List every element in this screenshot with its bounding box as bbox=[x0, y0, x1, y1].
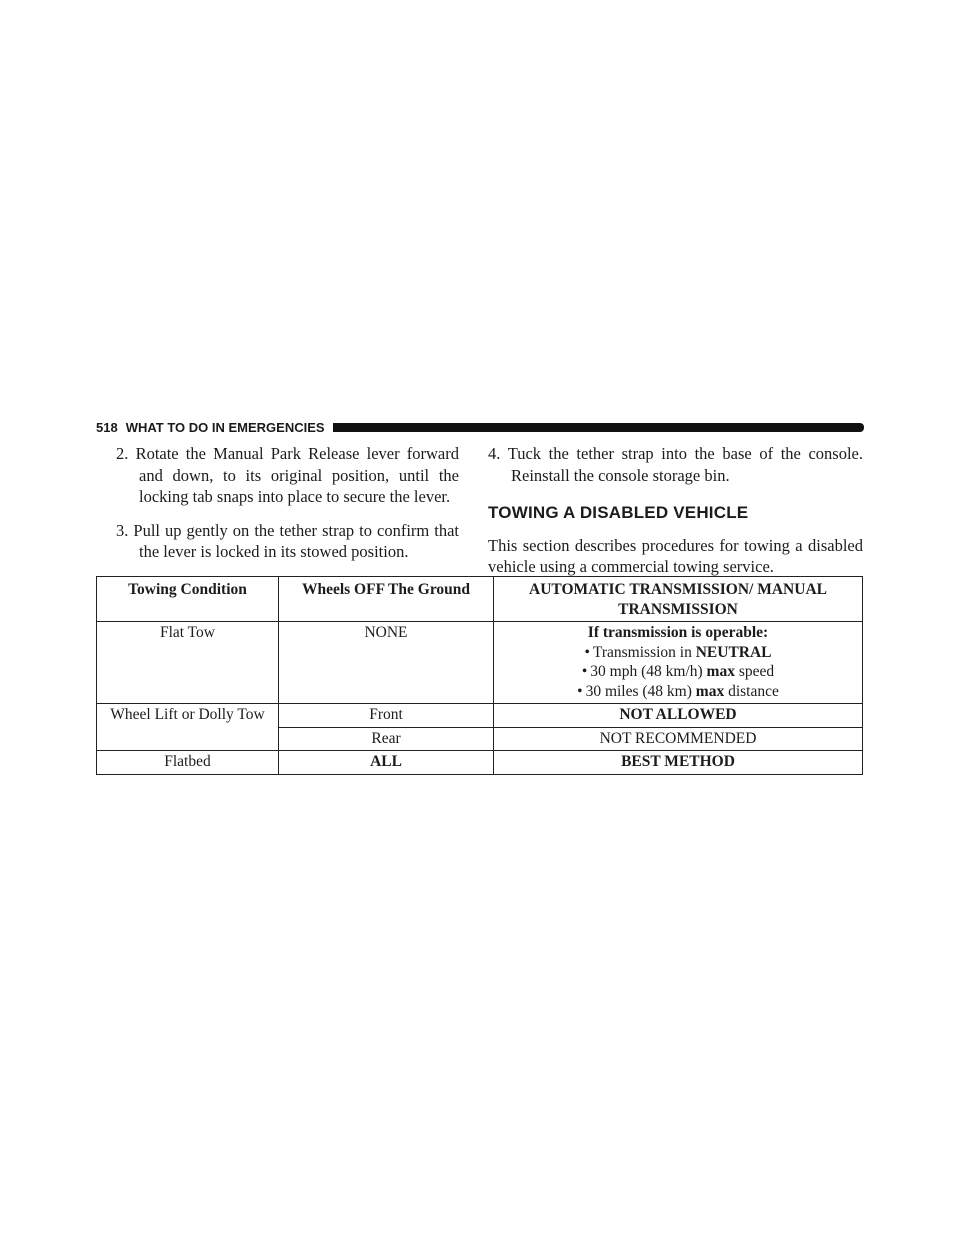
bullet-after: speed bbox=[738, 663, 775, 680]
intro-paragraph: This section describes procedures for towing a disabled vehicle using a commercial towing service. bbox=[488, 535, 863, 576]
bullet-after: distance bbox=[728, 682, 779, 700]
right-column bbox=[488, 443, 863, 578]
section-title: WHAT TO DO IN EMERGENCIES bbox=[125, 419, 325, 435]
section-heading: TOWING A DISABLED VEHICLE bbox=[488, 503, 749, 522]
wheels-cell: ALL bbox=[279, 751, 494, 775]
header-wheels-off-ground: Wheels OFF The Ground bbox=[279, 577, 494, 622]
bullet-text: 30 miles (48 km) bbox=[585, 682, 692, 700]
table-row bbox=[97, 751, 863, 775]
table-header-row bbox=[97, 577, 863, 622]
bullet-line bbox=[500, 643, 856, 663]
condition-cell: Flatbed bbox=[97, 751, 279, 775]
bullet-icon: • bbox=[581, 663, 588, 680]
result-cell bbox=[494, 622, 863, 704]
wheels-cell: Rear bbox=[279, 727, 494, 751]
wheels-cell: NONE bbox=[279, 622, 494, 704]
result-cell: BEST METHOD bbox=[494, 751, 863, 775]
left-column bbox=[116, 443, 459, 575]
bullet-icon: • bbox=[577, 682, 583, 700]
bullet-icon: • bbox=[584, 643, 590, 661]
page-number: 518 bbox=[96, 419, 118, 435]
towing-table bbox=[96, 576, 863, 775]
result-cell: NOT ALLOWED bbox=[494, 704, 863, 728]
step-number: 3. bbox=[116, 520, 129, 540]
result-cell: NOT RECOMMENDED bbox=[494, 727, 863, 751]
step-number: 4. bbox=[488, 444, 501, 463]
note-title: If transmission is operable: bbox=[587, 624, 769, 641]
bullet-bold: max bbox=[695, 682, 725, 700]
page-header bbox=[96, 417, 864, 437]
step-2 bbox=[116, 443, 459, 508]
condition-cell: Wheel Lift or Dolly Tow bbox=[97, 704, 279, 751]
header-towing-condition: Towing Condition bbox=[97, 577, 279, 622]
header-transmission: AUTOMATIC TRANSMISSION/ MANUAL TRANSMISSION bbox=[494, 577, 863, 622]
step-text: Tuck the tether strap into the base of the console. Reinstall the console storage bin. bbox=[507, 444, 864, 485]
bullet-text: Transmission in bbox=[592, 643, 692, 661]
wheels-cell: Front bbox=[279, 704, 494, 728]
bullet-text: 30 mph (48 km/h) bbox=[590, 663, 703, 680]
header-rule bbox=[333, 423, 864, 432]
step-4 bbox=[488, 443, 863, 486]
bullet-line bbox=[500, 682, 856, 702]
bullet-bold: max bbox=[706, 663, 735, 680]
condition-cell: Flat Tow bbox=[97, 622, 279, 704]
bullet-line bbox=[500, 662, 856, 682]
table-row bbox=[97, 622, 863, 704]
step-number: 2. bbox=[116, 444, 129, 463]
step-text: Pull up gently on the tether strap to confirm that the lever is locked in its stowed position. bbox=[133, 520, 460, 561]
bullet-bold: NEUTRAL bbox=[695, 643, 772, 661]
table-row bbox=[97, 704, 863, 728]
step-text: Rotate the Manual Park Release lever forward and down, to its original position, until the locking tab snaps into place to secure the lever. bbox=[135, 444, 459, 506]
step-3 bbox=[116, 520, 459, 563]
